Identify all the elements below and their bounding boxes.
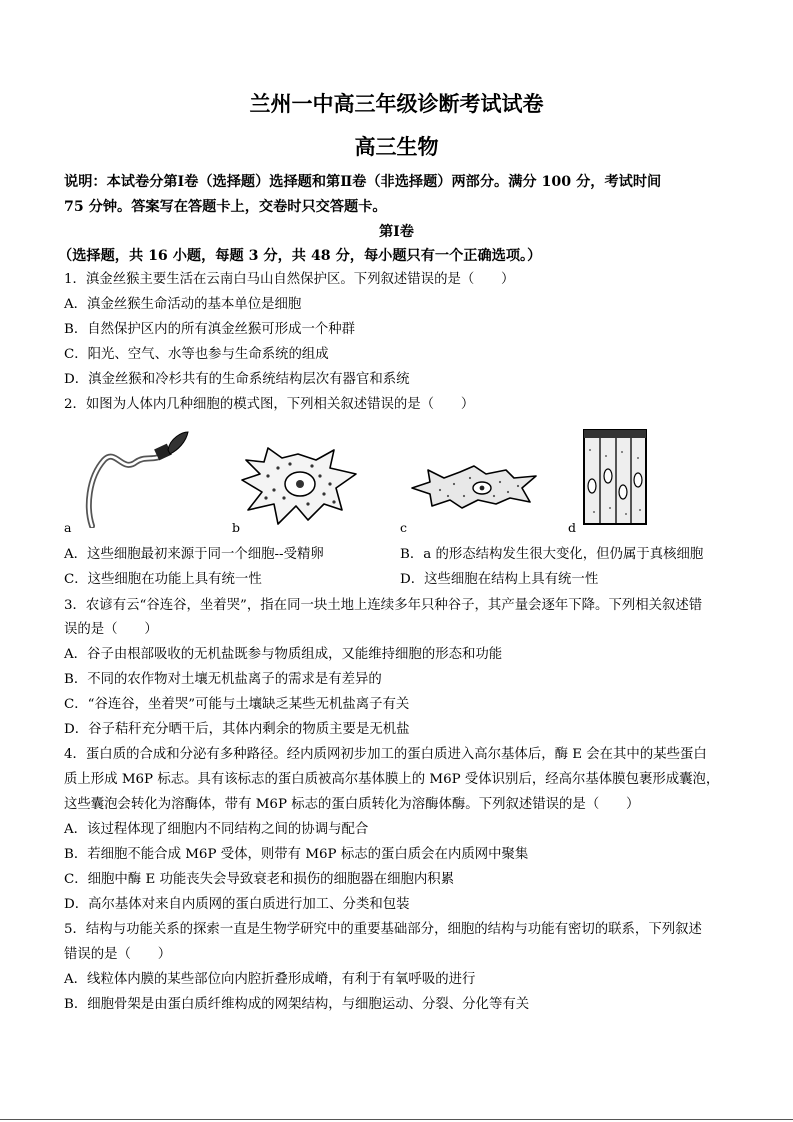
q5-stem-line-1: 5．结构与功能关系的探索一直是生物学研究中的重要基础部分，细胞的结构与功能有密切的联系，下列叙述 [64,922,702,937]
q2-option-d: D．这些细胞在结构上具有统一性 [400,572,599,587]
q3-stem-line-1: 3．农谚有云“谷连谷，坐着哭”，指在同一块土地上连续多年只种谷子，其产量会逐年下降。下列相关叙述错 [64,598,703,613]
q5-option-a: A．线粒体内膜的某些部位向内腔折叠形成嵴，有利于有氧呼吸的进行 [64,972,476,987]
q4-option-a: A．该过程体现了细胞内不同结构之间的协调与配合 [64,822,369,837]
q1-option-d: D．滇金丝猴和冷杉共有的生命系统结构层次有器官和系统 [64,372,410,387]
q1-option-b: B．自然保护区内的所有滇金丝猴可形成一个种群 [64,322,356,337]
instructions-line-2: 75 分钟。答案写在答题卡上，交卷时只交答题卡。 [64,199,387,215]
epithelial-cells-figure [580,428,650,528]
figure-label-c: c [400,520,408,535]
school-title: 兰州一中高三年级诊断考试试卷 [249,91,544,116]
q4-stem-line-3: 这些囊泡会转化为溶酶体，带有 M6P 标志的蛋白质转化为溶酶体酶。下列叙述错误的是（ ） [64,797,640,812]
q2-option-a: A．这些细胞最初来源于同一个细胞--受精卵 [64,547,324,562]
q1-option-a: A．滇金丝猴生命活动的基本单位是细胞 [64,297,302,312]
q2-stem: 2．如图为人体内几种细胞的模式图，下列相关叙述错误的是（ ） [64,397,475,412]
q4-option-c: C．细胞中酶 E 功能丧失会导致衰老和损伤的细胞器在细胞内积累 [64,872,455,887]
q3-option-c: C．“谷连谷，坐着哭”可能与土壤缺乏某些无机盐离子有关 [64,697,410,712]
section-title: 第Ⅰ卷 [378,224,414,240]
figure-label-a: a [64,520,72,535]
figure-label-b: b [232,520,241,535]
section-note: （选择题，共 16 小题，每题 3 分，共 48 分，每小题只有一个正确选项。） [58,248,542,264]
q5-option-b: B．细胞骨架是由蛋白质纤维构成的网架结构，与细胞运动、分裂、分化等有关 [64,997,530,1012]
subject-title: 高三生物 [354,134,439,159]
q5-stem-line-2: 错误的是（ ） [64,947,172,962]
figure-label-d: d [568,520,577,535]
spindle-cell-figure [410,462,540,512]
page-bottom-rule [0,1119,793,1120]
q4-option-b: B．若细胞不能合成 M6P 受体，则带有 M6P 标志的蛋白质会在内质网中聚集 [64,847,529,862]
q4-stem-line-1: 4．蛋白质的合成和分泌有多种路径。经内质网初步加工的蛋白质进入高尔基体后，酶 E 会在其中的某些蛋白 [64,747,707,762]
q3-option-a: A．谷子由根部吸收的无机盐既参与物质组成，又能维持细胞的形态和功能 [64,647,503,662]
q3-option-b: B．不同的农作物对土壤无机盐离子的需求是有差异的 [64,672,382,687]
neuron-cell-figure [238,440,368,535]
q2-option-c: C．这些细胞在功能上具有统一性 [64,572,262,587]
sperm-cell-figure [84,428,194,528]
q4-stem-line-2: 质上形成 M6P 标志。具有该标志的蛋白质被高尔基体膜上的 M6P 受体识别后，经高尔基体膜包裹形成囊泡， [64,772,720,787]
q1-option-c: C．阳光、空气、水等也参与生命系统的组成 [64,347,329,362]
q1-stem: 1．滇金丝猴主要生活在云南白马山自然保护区。下列叙述错误的是（ ） [64,272,515,287]
instructions-line-1: 说明：本试卷分第Ⅰ卷（选择题）选择题和第Ⅱ卷（非选择题）两部分。满分 100 分，考试时间 [64,174,662,190]
q3-option-d: D．谷子秸秆充分晒干后，其体内剩余的物质主要是无机盐 [64,722,410,737]
q2-option-b: B．a 的形态结构发生很大变化，但仍属于真核细胞 [400,547,704,562]
q4-option-d: D．高尔基体对来自内质网的蛋白质进行加工、分类和包装 [64,897,410,912]
q3-stem-line-2: 误的是（ ） [64,622,158,637]
